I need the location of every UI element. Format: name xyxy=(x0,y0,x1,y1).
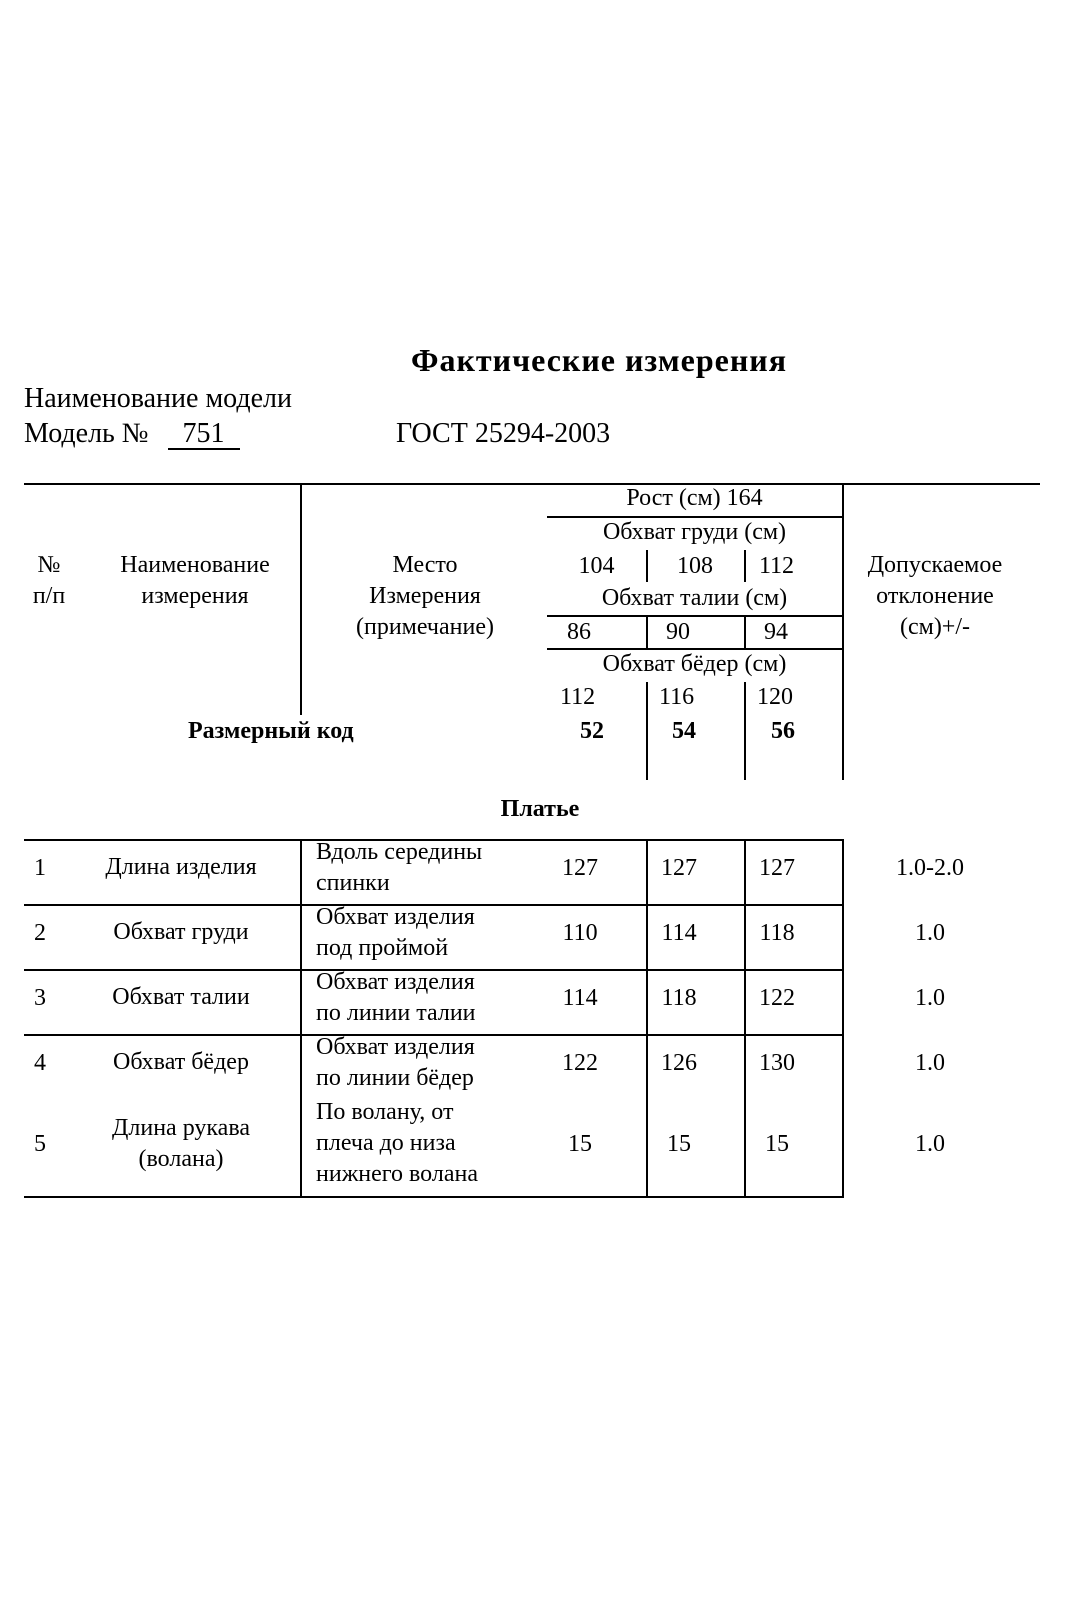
row-measurement-name: Обхват груди xyxy=(113,919,249,945)
size-code: 56 xyxy=(771,718,795,744)
row-measurement-place: По волану, от xyxy=(316,1099,454,1125)
header-num: № п/п xyxy=(32,552,66,609)
header-height: Рост (см) 164 xyxy=(626,485,763,511)
row-measurement-place: нижнего волана xyxy=(316,1161,478,1187)
size-divider-1 xyxy=(646,682,648,780)
waist-value: 94 xyxy=(764,619,788,645)
model-name-label: Наименование модели xyxy=(24,383,292,414)
row-number: 1 xyxy=(34,854,46,881)
row-tolerance: 1.0 xyxy=(915,1130,945,1157)
waist-box-bottom xyxy=(547,648,842,650)
gost-standard: ГОСТ 25294-2003 xyxy=(396,418,611,449)
model-line xyxy=(24,418,240,450)
row-measurement-place: Вдоль середины xyxy=(316,838,483,865)
header-top-border xyxy=(24,483,1040,485)
height-underline xyxy=(547,516,842,518)
header-hips-label: Обхват бёдер (см) xyxy=(602,651,787,677)
model-label: Модель № xyxy=(24,418,149,449)
size-code: 54 xyxy=(672,718,696,744)
row-tolerance: 1.0 xyxy=(915,1049,945,1076)
chest-value: 112 xyxy=(758,553,795,579)
row-tolerance: 1.0 xyxy=(915,919,945,946)
row-tolerance: 1.0-2.0 xyxy=(896,854,964,881)
chest-value: 104 xyxy=(578,553,615,579)
table-column-divider xyxy=(300,839,302,1198)
row-number: 4 xyxy=(34,1049,46,1076)
header-name: Наименование измерения xyxy=(120,552,270,609)
size-code: 52 xyxy=(580,718,604,744)
row-measurement-name: (волана) xyxy=(138,1145,224,1172)
row-measurement-place: под проймой xyxy=(316,934,449,961)
waist-divider-2 xyxy=(744,615,746,649)
waist-value: 86 xyxy=(567,619,591,645)
waist-divider-1 xyxy=(646,615,648,649)
row-measurement-place: Обхват изделия xyxy=(316,1033,475,1060)
document-title: Фактические измерения xyxy=(410,342,788,378)
row-number: 2 xyxy=(34,919,46,946)
row-measurement-name: Длина рукава xyxy=(112,1114,250,1141)
row-measurement-name: Обхват талии xyxy=(112,984,250,1010)
header-divider-tolerance xyxy=(842,483,844,780)
waist-value: 90 xyxy=(666,619,690,645)
header-waist-label: Обхват талии (см) xyxy=(601,585,788,611)
header-chest-label: Обхват груди (см) xyxy=(602,519,787,545)
row-number: 5 xyxy=(34,1130,46,1157)
table-column-divider xyxy=(744,839,746,1198)
row-measurement-place: по линии талии xyxy=(316,999,476,1026)
header-divider-place xyxy=(300,483,302,715)
header-place: Место Измерения (примечание) xyxy=(356,552,494,640)
row-measurement-place: Обхват изделия xyxy=(316,968,475,995)
row-measurement-place: по линии бёдер xyxy=(316,1064,474,1091)
table-bottom-border xyxy=(24,1196,842,1198)
waist-box-top xyxy=(547,615,842,617)
row-measurement-name: Обхват бёдер xyxy=(113,1049,249,1075)
row-measurement-place: плеча до низа xyxy=(316,1130,456,1156)
row-tolerance: 1.0 xyxy=(915,984,945,1011)
section-title: Платье xyxy=(500,796,580,822)
header-tolerance: Допускаемое отклонение (см)+/- xyxy=(867,552,1003,640)
row-number: 3 xyxy=(34,984,46,1011)
hips-value: 112 xyxy=(560,684,596,710)
model-number: 751 xyxy=(168,420,240,450)
table-column-divider xyxy=(842,839,844,1198)
row-measurement-place: Обхват изделия xyxy=(316,903,475,930)
size-code-label: Размерный код xyxy=(188,718,354,744)
row-measurement-name: Длина изделия xyxy=(105,854,257,880)
row-measurement-place: спинки xyxy=(316,869,390,896)
table-column-divider xyxy=(646,839,648,1198)
hips-value: 120 xyxy=(757,684,793,710)
chest-value: 108 xyxy=(677,553,713,579)
hips-value: 116 xyxy=(659,684,695,710)
size-divider-2 xyxy=(744,682,746,780)
